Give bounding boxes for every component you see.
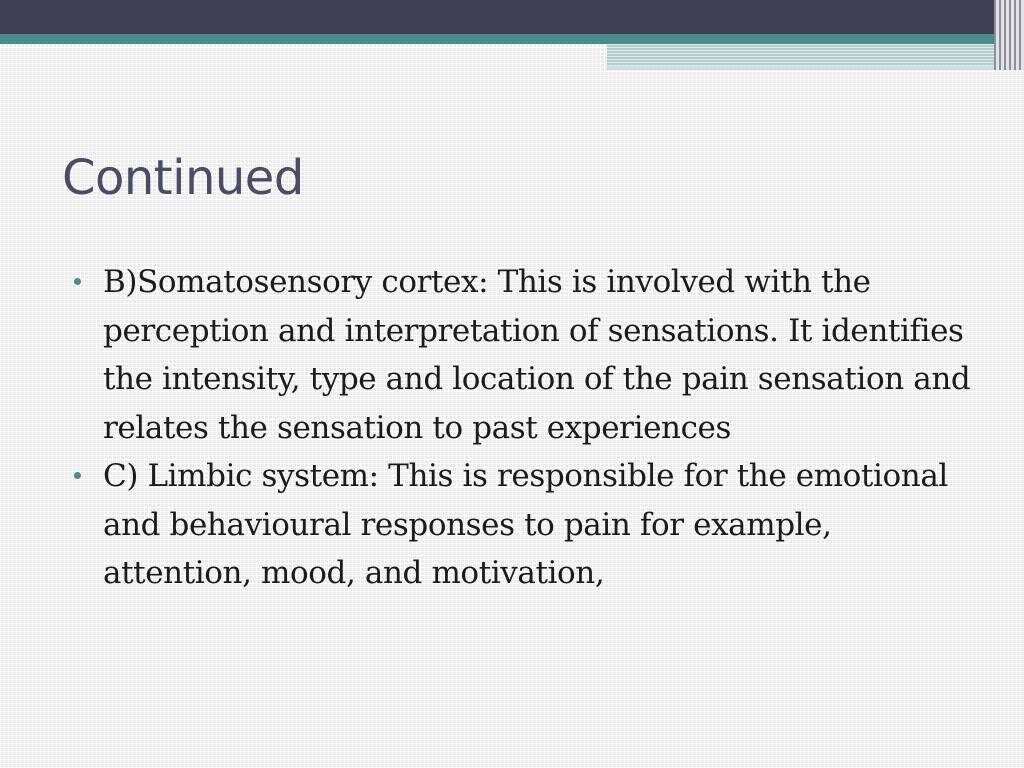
- accent-band-light: [607, 44, 1000, 66]
- edge-stripes: [994, 0, 1024, 70]
- slide-title: Continued: [62, 150, 304, 206]
- bullet-item-somatosensory: [74, 258, 974, 452]
- accent-band-thin: [607, 66, 1000, 70]
- bullet-text: C) Limbic system: This is responsible for the emotional and behavioural responses to pain for example, attention, mood, and motivation,: [103, 458, 948, 591]
- accent-band: [0, 34, 1000, 44]
- bullet-dot-icon: [74, 278, 81, 285]
- bullet-item-limbic: [74, 452, 974, 598]
- header-bar: [0, 0, 1024, 34]
- bullet-text: B)Somatosensory cortex: This is involved with the perception and interpretation of sensations. It identifies the intensity, type and location of the pain sensation and relates the sensation to past experiences: [103, 264, 971, 446]
- bullet-list: [74, 258, 974, 598]
- bullet-dot-icon: [74, 472, 81, 479]
